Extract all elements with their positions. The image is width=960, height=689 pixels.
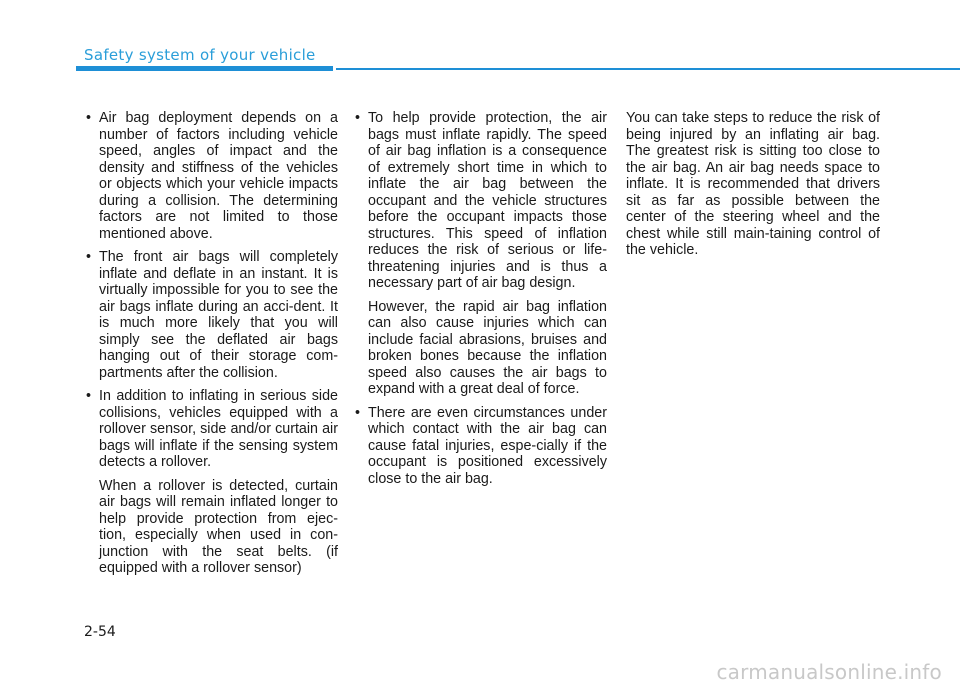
header-rule-thin xyxy=(336,68,960,70)
header-rule-thick xyxy=(76,66,333,71)
indented-paragraph: However, the rapid air bag inflation can also cause injuries which can include facial abrasions, bruises and broken bones because the inflation speed also causes the air bags to expand with a great deal of force. xyxy=(368,298,607,397)
bullet-paragraph: • Air bag deployment depends on a number of factors including vehicle speed, angles of impact and the density and stiffness of the vehicles or objects which your vehicle impacts during a collision. The determining factors are not limited to those mentioned above. xyxy=(84,110,338,242)
bullet-paragraph: • In addition to inflating in serious side collisions, vehicles equipped with a rollover sensor, side and/or curtain air bags will inflate if the sensing system detects a rollover. xyxy=(84,388,338,471)
watermark: carmanualsonline.info xyxy=(716,660,942,684)
text-column-2 xyxy=(353,110,607,494)
section-title: Safety system of your vehicle xyxy=(84,46,316,64)
bullet-paragraph: • There are even circumstances under which contact with the air bag can cause fatal injuries, espe-cially if the occupant is positioned excessively close to the air bag. xyxy=(353,405,607,488)
page-number: 2-54 xyxy=(84,624,116,640)
bullet-paragraph: • To help provide protection, the air bags must inflate rapidly. The speed of air bag inflation is a consequence of extremely short time in which to inflate the air bag between the occupant and the vehicle structures before the occupant impacts those structures. This speed of inflation reduces the risk of serious or life-threatening injuries and is thus a necessary part of air bag design. xyxy=(353,110,607,292)
text-column-3 xyxy=(626,110,880,266)
indented-paragraph: When a rollover is detected, curtain air bags will remain inflated longer to help provide protection from ejec-tion, especially when used in con-junction with the seat belts. (if equipped with a rollover sensor) xyxy=(99,477,338,576)
text-column-1 xyxy=(84,110,338,584)
bullet-paragraph: • The front air bags will completely inflate and deflate in an instant. It is virtually impossible for you to see the air bags inflate during an acci-dent. It is much more likely that you will simply see the deflated air bags hanging out of their storage com-partments after the collision. xyxy=(84,249,338,381)
body-paragraph: You can take steps to reduce the risk of being injured by an inflating air bag. The greatest risk is sitting too close to the air bag. An air bag needs space to inflate. It is recommended that drivers sit as far as possible between the center of the steering wheel and the chest while still main-taining control of the vehicle. xyxy=(626,110,880,258)
